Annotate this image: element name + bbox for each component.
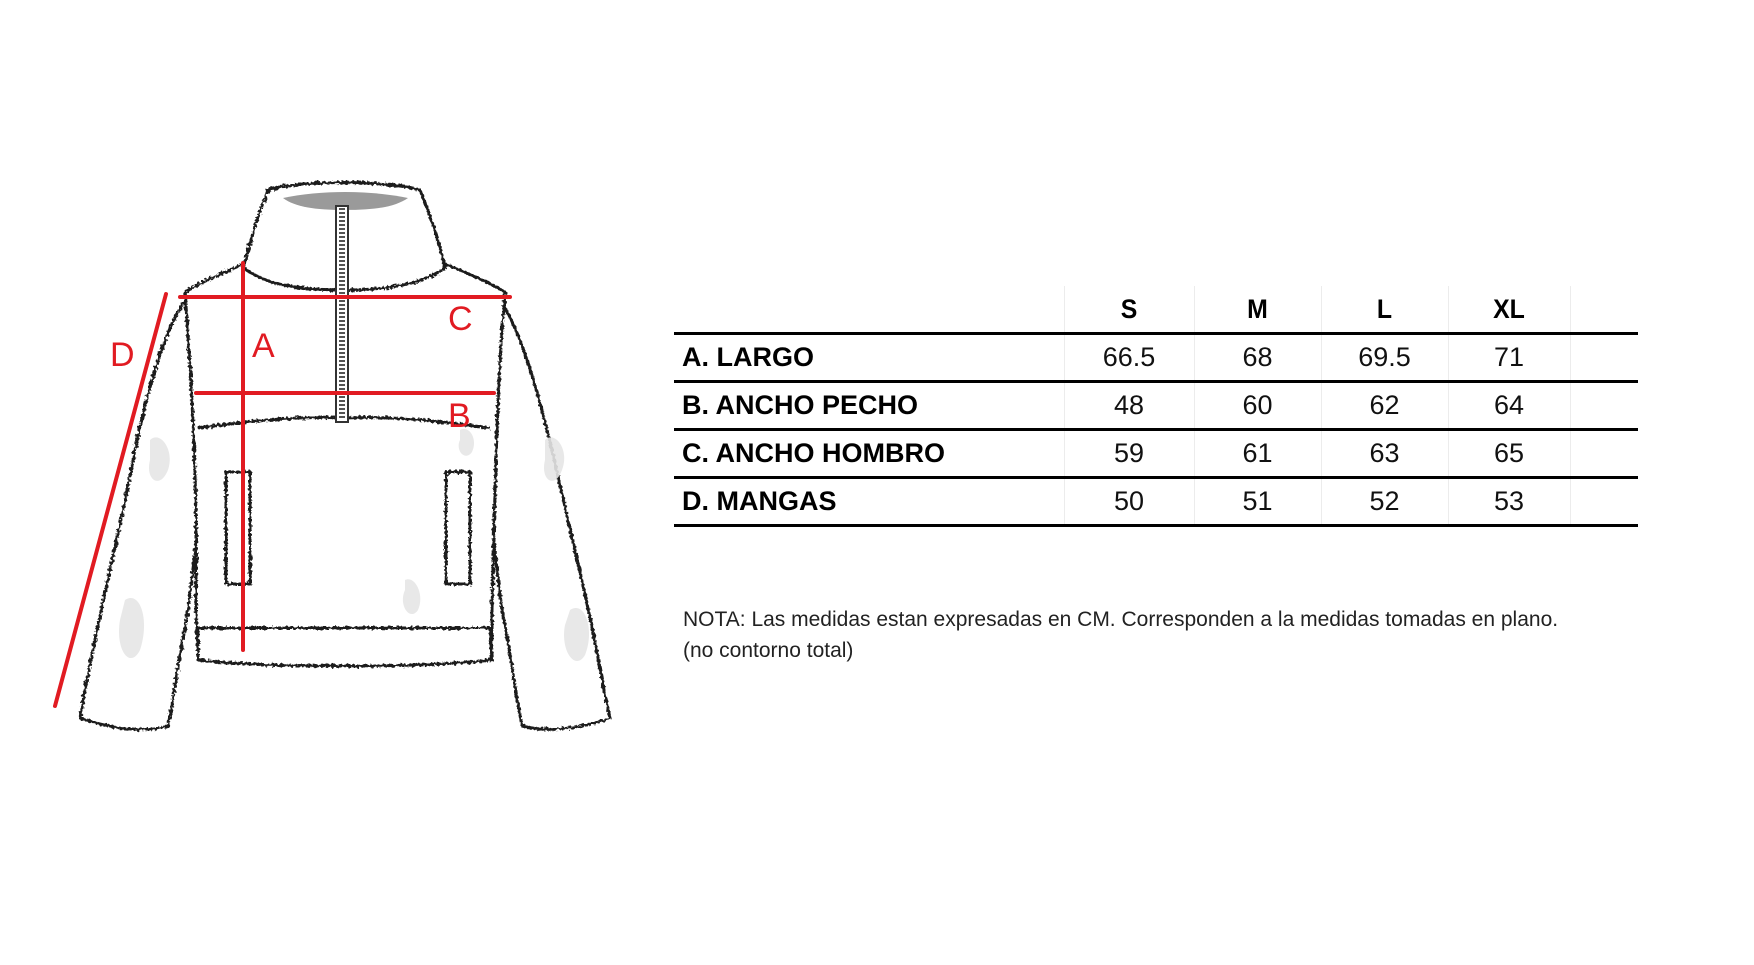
- measurement-note: [683, 604, 1683, 666]
- row-label-ancho-pecho: B. ANCHO PECHO: [682, 390, 919, 420]
- label-d: D: [110, 336, 135, 374]
- table-header-row: [674, 286, 1638, 334]
- row-label-largo: A. LARGO: [682, 342, 814, 372]
- label-a: A: [252, 327, 275, 365]
- cell-value: 69.5: [1321, 334, 1448, 382]
- cell-value: 59: [1064, 430, 1194, 478]
- row-label-mangas: D. MANGAS: [682, 486, 837, 516]
- right-sleeve: [485, 300, 610, 729]
- cell-value: 64: [1448, 382, 1570, 430]
- table-row: [674, 478, 1638, 526]
- header-size-s: S: [1069, 286, 1189, 334]
- left-sleeve: [80, 300, 205, 729]
- note-line-2: (no contorno total): [683, 639, 854, 662]
- cell-value: 66.5: [1064, 334, 1194, 382]
- header-end: [1573, 286, 1636, 334]
- cell-value: 51: [1194, 478, 1321, 526]
- header-size-m: M: [1199, 286, 1316, 334]
- table-row: [674, 334, 1638, 382]
- row-end: [1570, 334, 1638, 382]
- row-end: [1570, 478, 1638, 526]
- cell-value: 52: [1321, 478, 1448, 526]
- cell-value: 60: [1194, 382, 1321, 430]
- cell-value: 62: [1321, 382, 1448, 430]
- cell-value: 63: [1321, 430, 1448, 478]
- right-pocket: [446, 472, 470, 584]
- header-size-l: L: [1326, 286, 1443, 334]
- row-end: [1570, 382, 1638, 430]
- size-chart-table: [674, 286, 1638, 527]
- zipper: [336, 206, 348, 422]
- table-row: [674, 382, 1638, 430]
- cell-value: 48: [1064, 382, 1194, 430]
- note-line-1: NOTA: Las medidas estan expresadas en CM. Corresponden a la medidas tomadas en plano.: [683, 608, 1559, 631]
- left-pocket: [226, 472, 250, 584]
- row-label-ancho-hombro: C. ANCHO HOMBRO: [682, 438, 945, 468]
- cell-value: 71: [1448, 334, 1570, 382]
- jacket-diagram: [0, 0, 640, 965]
- label-b: B: [448, 397, 471, 435]
- header-spacer: [690, 286, 1049, 334]
- header-size-xl: XL: [1453, 286, 1565, 334]
- table-row: [674, 430, 1638, 478]
- cell-value: 53: [1448, 478, 1570, 526]
- row-end: [1570, 430, 1638, 478]
- label-c: C: [448, 300, 473, 338]
- cell-value: 65: [1448, 430, 1570, 478]
- cell-value: 61: [1194, 430, 1321, 478]
- cell-value: 50: [1064, 478, 1194, 526]
- cell-value: 68: [1194, 334, 1321, 382]
